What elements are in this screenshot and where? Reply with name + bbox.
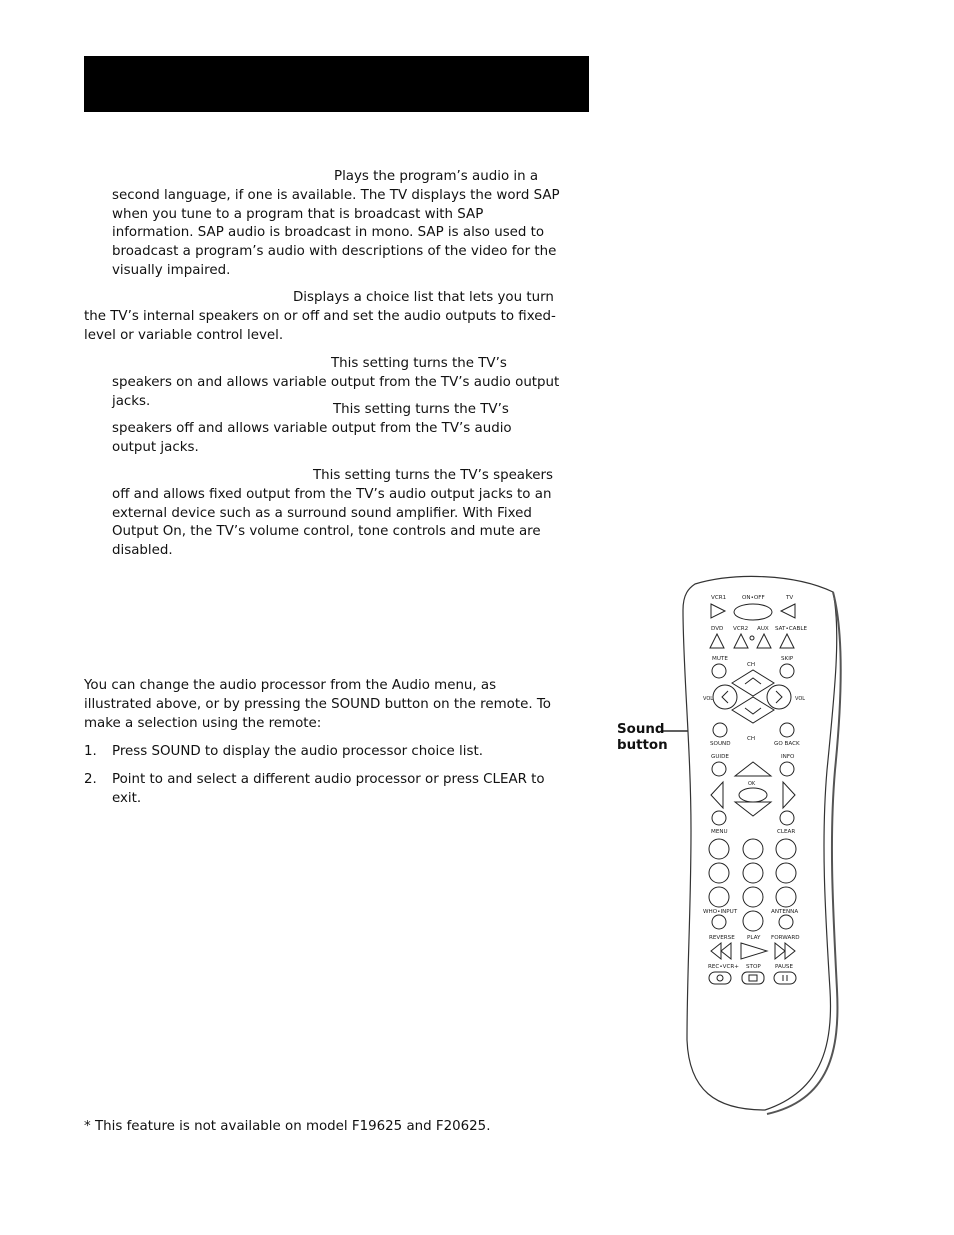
vol-left-label: VOL (703, 696, 714, 702)
whoinput-label: WHO•INPUT (703, 909, 738, 915)
dvd-label: DVD (711, 626, 724, 632)
sap-description: Plays the program’s audio in a second language, if one is available. The TV displays the word SAP when you tune to a program that is broadcast with SAP information. SAP audio is broadcast in mono. SAP is also used to broadcast a program’s audio with descriptions of the video for the visually impaired. (112, 169, 560, 278)
remote-control-illustration (675, 570, 845, 1115)
vol-right-label: VOL (795, 696, 806, 702)
skip-label: SKIP (781, 656, 794, 662)
option-speakers-on-variable: This setting turns the TV’s speakers on and allows variable output from the TV’s audio output jacks. (112, 356, 560, 409)
vcr1-label: VCR1 (711, 595, 727, 601)
satcable-label: SAT•CABLE (775, 626, 807, 632)
clear-label: CLEAR (777, 829, 796, 835)
option-fixed-output: This setting turns the TV’s speakers off and allows fixed output from the TV’s audio output jacks to an external device such as a surround sound amplifier. With Fixed Output On, the TV’s volume control, tone controls and mute are disabled. (112, 468, 554, 559)
aux-label: AUX (757, 626, 769, 632)
guide-label: GUIDE (711, 754, 729, 760)
goback-label: GO BACK (774, 741, 800, 747)
menu-label: MENU (711, 829, 728, 835)
speakers-description: Displays a choice list that lets you turn the TV’s internal speakers on or off and set the audio outputs to fixed-level or variable control level. (84, 290, 556, 343)
stop-label: STOP (746, 964, 761, 970)
antenna-label: ANTENNA (771, 909, 799, 915)
list-item: 2. Point to and select a different audio processor or press CLEAR to exit. (84, 771, 545, 806)
play-label: PLAY (747, 935, 761, 941)
forward-label: FORWARD (771, 935, 800, 941)
reverse-label: REVERSE (709, 935, 735, 941)
audio-processor-intro: You can change the audio processor from the Audio menu, as illustrated above, or by pressing the SOUND button on the remote. To make a selection using the remote: (84, 678, 551, 731)
ok-label: OK (748, 781, 756, 787)
mute-label: MUTE (712, 656, 728, 662)
ch-up-label: CH (747, 662, 756, 668)
tv-label: TV (786, 595, 794, 601)
steps-list (84, 743, 554, 808)
recvcr-label: REC•VCR+ (708, 964, 739, 970)
sound-label: SOUND (710, 741, 731, 747)
list-item: 1. Press SOUND to display the audio processor choice list. (84, 744, 483, 759)
vcr2-label: VCR2 (733, 626, 749, 632)
sound-button-callout: Sound button (617, 722, 668, 753)
ch-down-label: CH (747, 736, 756, 742)
onoff-label: ON•OFF (742, 595, 765, 601)
chapter-header-bar (84, 56, 589, 112)
info-label: INFO (781, 754, 795, 760)
option-speakers-off-variable: This setting turns the TV’s speakers off and allows variable output from the TV’s audio output jacks. (112, 402, 512, 455)
pause-label: PAUSE (775, 964, 794, 970)
footnote: * This feature is not available on model F19625 and F20625. (84, 1119, 491, 1135)
